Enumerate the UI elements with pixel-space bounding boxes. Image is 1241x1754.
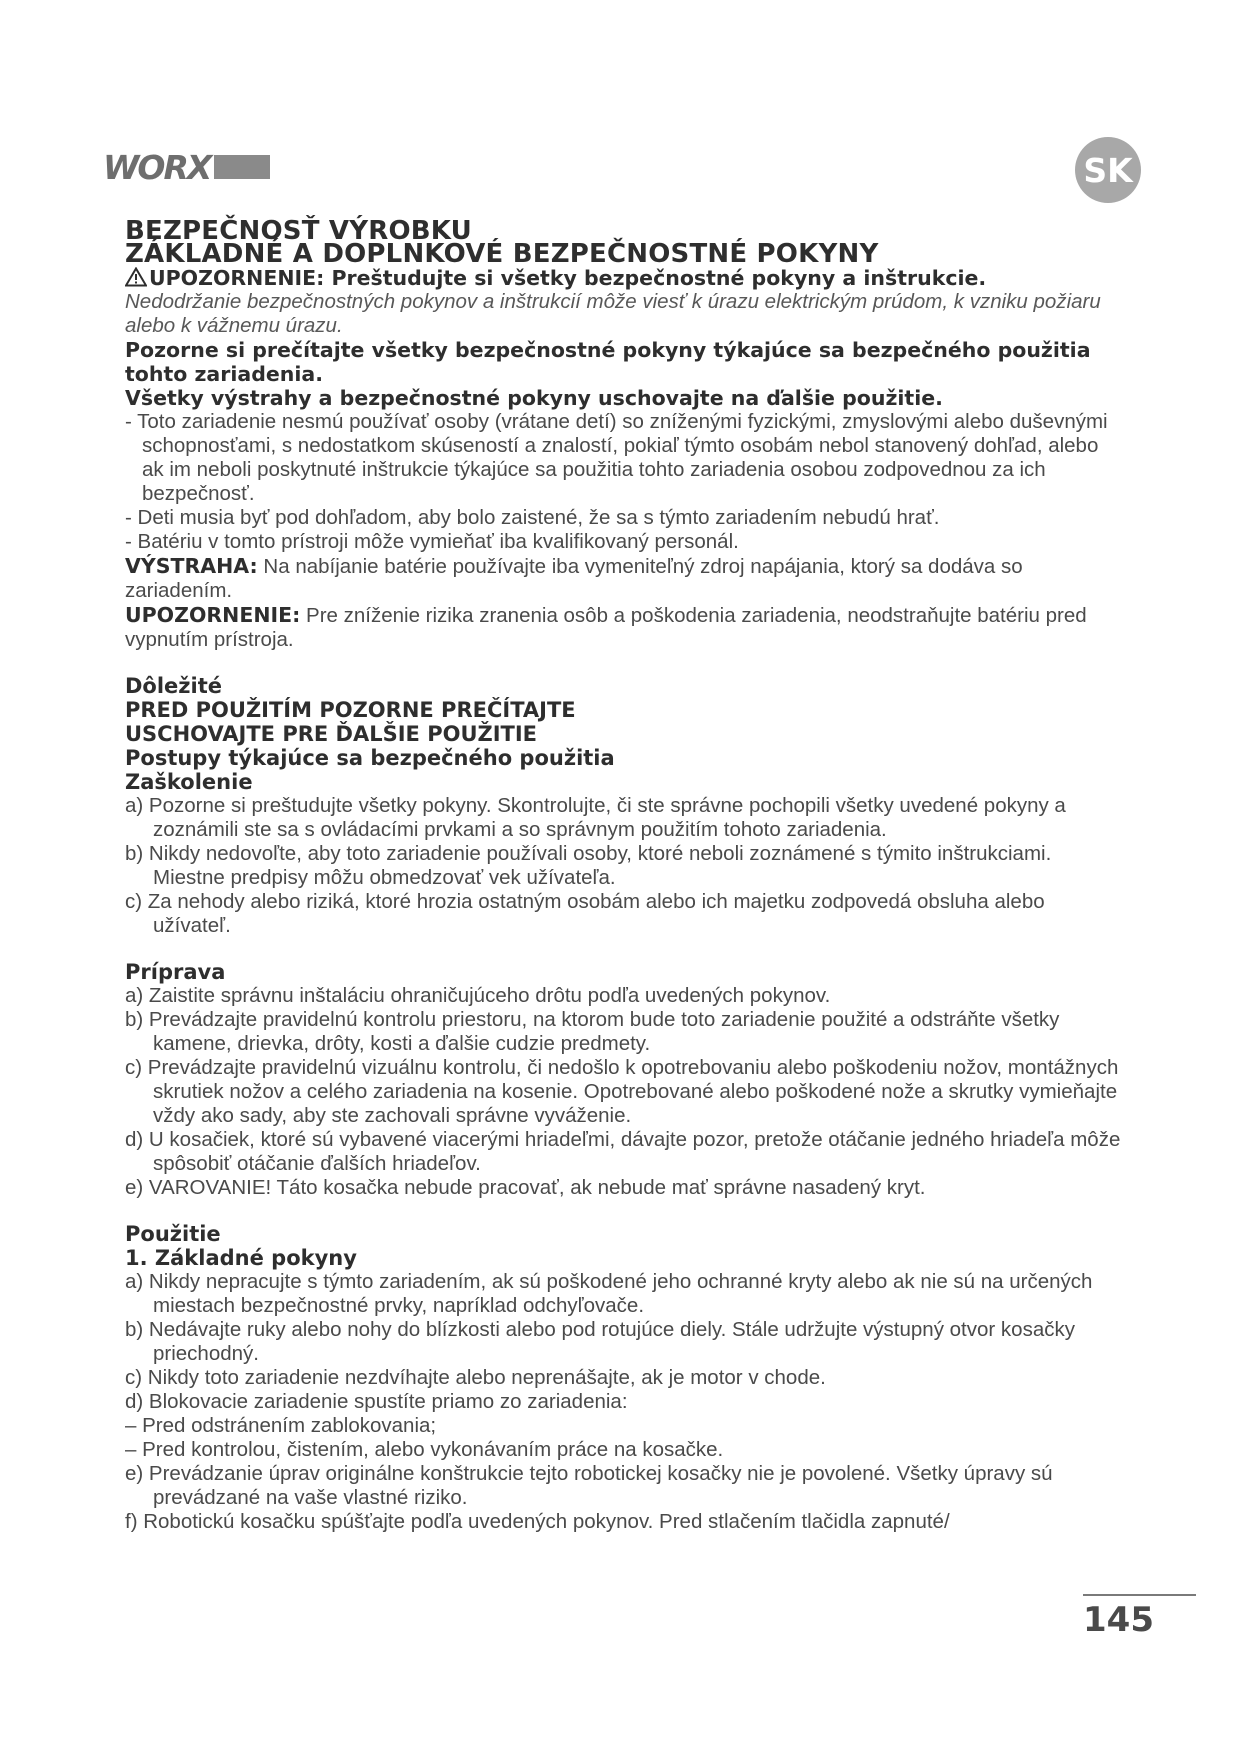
list-item: b) Nedávajte ruky alebo nohy do blízkosti alebo pod rotujúce diely. Stále udržujte výstupný otvor kosačky priechodný.: [125, 1318, 1075, 1365]
vystraha-paragraph: [125, 554, 1125, 603]
warning-triangle-icon: [125, 267, 147, 287]
vystraha-label: VÝSTRAHA:: [125, 554, 258, 578]
section-subtitle: ZÁKLADNÉ A DOPLNKOVÉ BEZPEČNOSTNÉ POKYNY: [125, 239, 879, 269]
list-item: c) Prevádzajte pravidelnú vizuálnu kontrolu, či nedošlo k opotrebovaniu alebo poškodeniu nožov, montážnych skrutiek nožov a celého zariadenia na kosenie. Opotrebované alebo poškodené nože a skrutky vymieňajte vždy ako sady, aby ste zachovali správne vyváženie.: [125, 1056, 1119, 1127]
important-line-1: PRED POUŽITÍM POZORNE PREČÍTAJTE: [125, 698, 576, 722]
list-item: c) Za nehody alebo riziká, ktoré hrozia ostatným osobám alebo ich majetku zodpovedá obsluha alebo užívateľ.: [125, 890, 1045, 937]
list-item: a) Nikdy nepracujte s týmto zariadením, ak sú poškodené jeho ochranné kryty alebo ak nie sú na určených miestach bezpečnostné prvky, napríklad odchyľovače.: [125, 1270, 1093, 1317]
list-item: - Batériu v tomto prístroji môže vymieňať iba kvalifikovaný personál.: [125, 530, 739, 553]
upozornenie-text: Pre zníženie rizika zranenia osôb a poškodenia zariadenia, neodstraňujte batériu pred vypnutím prístroja.: [125, 604, 1087, 651]
section-title: BEZPEČNOSŤ VÝROBKU: [125, 216, 472, 246]
page-content: [125, 216, 1125, 1534]
warning-heading-text: UPOZORNENIE: Preštudujte si všetky bezpečnostné pokyny a inštrukcie.: [149, 266, 987, 290]
page-number-rule: [1083, 1594, 1196, 1596]
important-label: Dôležité: [125, 674, 223, 698]
list-item: e) VAROVANIE! Táto kosačka nebude pracovať, ak nebude mať správne nasadený kryt.: [125, 1176, 926, 1199]
list-item: d) U kosačiek, ktoré sú vybavené viacerými hriadeľmi, dávajte pozor, pretože otáčanie jedného hriadeľa môže spôsobiť otáčanie ďalších hriadeľov.: [125, 1128, 1121, 1175]
page-number: 145: [1083, 1600, 1154, 1640]
preparation-heading: Príprava: [125, 960, 226, 984]
list-item: e) Prevádzanie úprav originálne konštrukcie tejto robotickej kosačky nie je povolené. Všetky úpravy sú prevádzané na vaše vlastné riziko.: [125, 1462, 1053, 1509]
usage-heading: Použitie: [125, 1222, 221, 1246]
warning-consequence: Nedodržanie bezpečnostných pokynov a inštrukcií môže viesť k úrazu elektrickým prúdom, k vzniku požiaru alebo k vážnemu úrazu.: [125, 290, 1101, 337]
logo-bar: [214, 155, 270, 179]
upozornenie-label: UPOZORNENIE:: [125, 603, 301, 627]
list-item: - Toto zariadenie nesmú používať osoby (vrátane detí) so zníženými fyzickými, zmyslovými alebo duševnými schopnosťami, s nedostatkom skúseností a znalostí, pokiaľ týmto osobám nebol stanovený dohľad, alebo ak im neboli poskytnuté inštrukcie týkajúce sa použitia tohto zariadenia osobou zodpovednou za ich bezpečnosť.: [125, 410, 1108, 505]
training-heading: Zaškolenie: [125, 770, 253, 794]
list-item: f) Robotickú kosačku spúšťajte podľa uvedených pokynov. Pred stlačením tlačidla zapnuté/: [125, 1510, 950, 1533]
list-item: – Pred kontrolou, čistením, alebo vykonávaním práce na kosačke.: [125, 1438, 724, 1461]
list-item: c) Nikdy toto zariadenie nezdvíhajte alebo neprenášajte, ak je motor v chode.: [125, 1366, 826, 1389]
list-item: – Pred odstránením zablokovania;: [125, 1414, 437, 1437]
safe-use-heading: Postupy týkajúce sa bezpečného použitia: [125, 746, 615, 770]
upozornenie-paragraph: [125, 603, 1125, 652]
important-line-2: USCHOVAJTE PRE ĎALŠIE POUŽITIE: [125, 722, 538, 746]
vystraha-text: Na nabíjanie batérie používajte iba vymeniteľný zdroj napájania, ktorý sa dodáva so zariadením.: [125, 555, 1023, 602]
list-item: a) Zaistite správnu inštaláciu ohraničujúceho drôtu podľa uvedených pokynov.: [125, 984, 831, 1007]
worx-logo: [103, 147, 270, 187]
language-badge: SK: [1075, 137, 1141, 203]
list-item: b) Prevádzajte pravidelnú kontrolu priestoru, na ktorom bude toto zariadenie použité a odstráňte všetky kamene, drievka, drôty, kosti a ďalšie cudzie predmety.: [125, 1008, 1060, 1055]
keep-all-instruction: Všetky výstrahy a bezpečnostné pokyny uschovajte na ďalšie použitie.: [125, 386, 943, 410]
read-all-instruction: Pozorne si prečítajte všetky bezpečnostné pokyny týkajúce sa bezpečného použitia tohto zariadenia.: [125, 338, 1091, 386]
list-item: - Deti musia byť pod dohľadom, aby bolo zaistené, že sa s týmto zariadením nebudú hrať.: [125, 506, 940, 529]
logo-text: WORX: [103, 147, 211, 187]
basic-instructions-heading: 1. Základné pokyny: [125, 1246, 357, 1270]
warning-heading: [125, 266, 1125, 290]
list-item: a) Pozorne si preštudujte všetky pokyny. Skontrolujte, či ste správne pochopili všetky uvedené pokyny a zoznámili ste sa s ovládacími prvkami a so správnym použitím tohoto zariadenia.: [125, 794, 1066, 841]
list-item: b) Nikdy nedovoľte, aby toto zariadenie používali osoby, ktoré neboli zoznámené s týmito inštrukciami. Miestne predpisy môžu obmedzovať vek užívateľa.: [125, 842, 1052, 889]
list-item: d) Blokovacie zariadenie spustíte priamo zo zariadenia:: [125, 1390, 628, 1413]
